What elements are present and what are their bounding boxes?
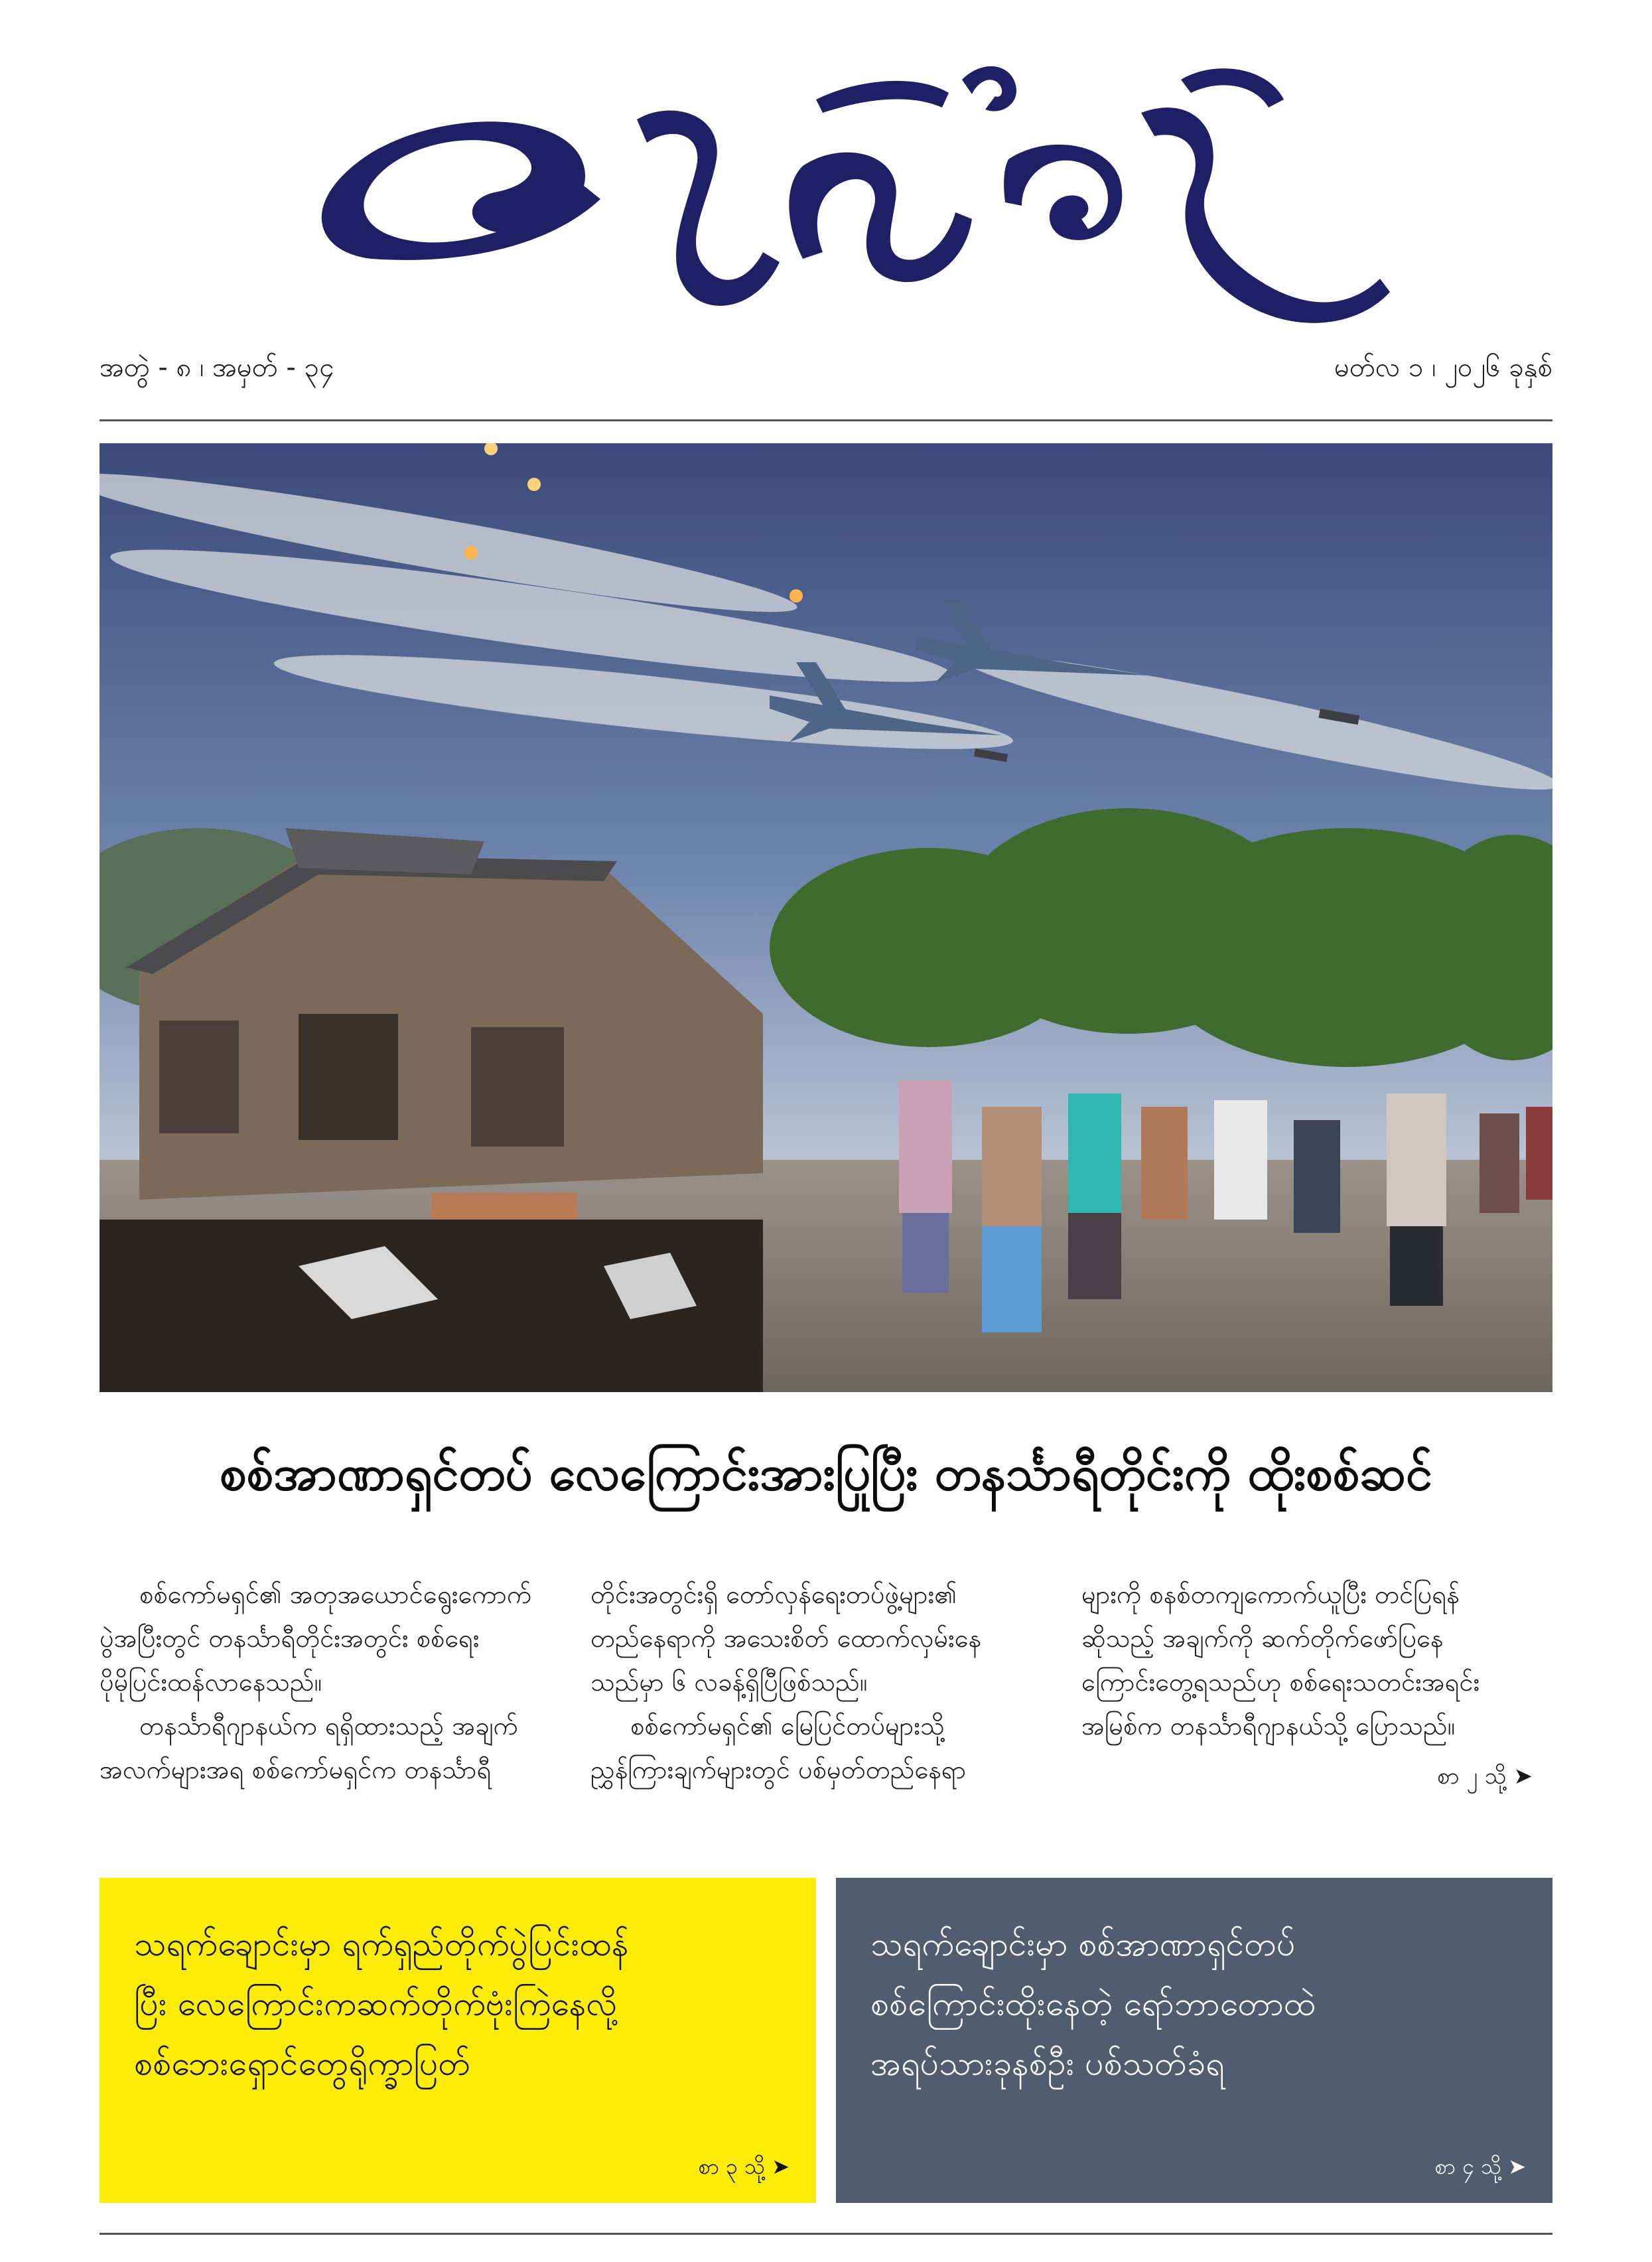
header-rule <box>100 419 1552 421</box>
teaser-jump-link[interactable]: စာ ၄ သို့ ➤ <box>1434 2154 1526 2179</box>
story-column-2 <box>590 1573 1042 1792</box>
story-line: စစ်ကော်မရှင်၏ မြေပြင်တပ်များသို့ <box>630 1711 945 1740</box>
story-line: အလက်များအရ စစ်ကော်မရှင်က တနင်္သာရီ <box>100 1755 492 1784</box>
lead-story <box>100 1573 1552 1825</box>
teaser-headline-line: သရက်ချောင်းမှာ ရက်ရှည်တိုက်ပွဲပြင်းထန် <box>134 1925 629 1963</box>
story-line: တိုင်းအတွင်းရှိ တော်လှန်ရေးတပ်ဖွဲ့များ၏ <box>590 1580 957 1609</box>
teaser-box-page-4[interactable] <box>836 1878 1552 2203</box>
story-column-3 <box>1081 1573 1533 1798</box>
teaser-headline-line: စစ်ဘေးရှောင်တွေရိုက္ခာပြတ် <box>134 2044 471 2083</box>
story-line: တည်နေရာကို အသေးစိတ် ထောက်လှမ်းနေ <box>590 1624 982 1653</box>
story-line: သည်မှာ ၆ လခန့်ရှိပြီဖြစ်သည်။ <box>590 1667 868 1697</box>
lead-headline: စစ်အာဏာရှင်တပ် လေကြောင်းအားပြုပြီး တနင်္သာရီတိုင်းကို ထိုးစစ်ဆင် <box>220 1445 1432 1501</box>
story-column-1 <box>100 1573 551 1792</box>
story-line: စစ်ကော်မရှင်၏ အတုအယောင်ရွေးကောက် <box>139 1580 532 1609</box>
continued-link[interactable]: စာ ၂ သို့ ➤ <box>1437 1763 1533 1790</box>
nameplate-logo <box>0 0 1652 345</box>
story-line: ညွှန်ကြားချက်များတွင် ပစ်မှတ်တည်နေရာ <box>590 1755 967 1784</box>
hero-photo <box>100 443 1552 1392</box>
masthead <box>0 0 1652 345</box>
story-line: ဆိုသည့် အချက်ကို ဆက်တိုက်ဖော်ပြနေ <box>1081 1624 1444 1653</box>
footer-rule <box>100 2233 1552 2235</box>
issue-date: မတ်လ ၁ ၊ ၂၀၂၆ ခုနှစ် <box>1334 352 1552 383</box>
story-line: ကြောင်းတွေ့ရသည်ဟု စစ်ရေးသတင်းအရင်း <box>1081 1667 1480 1697</box>
story-line: တနင်္သာရီဂျာနယ်က ရရှိထားသည့် အချက် <box>139 1711 518 1740</box>
story-line: များကို စနစ်တကျကောက်ယူပြီး တင်ပြရန် <box>1081 1580 1460 1609</box>
teaser-jump-link[interactable]: စာ ၃ သို့ ➤ <box>698 2154 790 2179</box>
teaser-headline-line: စစ်ကြောင်းထိုးနေတဲ့ ရော်ဘာတောထဲ <box>870 1985 1316 2023</box>
teaser-headline-line: ပြီး လေကြောင်းကဆက်တိုက်ဗုံးကြဲနေလို့ <box>134 1985 618 2023</box>
issue-volume: အတွဲ - ၈ ၊ အမှတ် - ၃၄ <box>100 352 334 383</box>
teaser-box-page-3[interactable] <box>100 1878 816 2203</box>
teaser-headline-line: သရက်ချောင်းမှာ စစ်အာဏာရှင်တပ် <box>870 1925 1296 1963</box>
story-line: ပွဲအပြီးတွင် တနင်္သာရီတိုင်းအတွင်း စစ်ရေး <box>100 1624 480 1653</box>
teaser-headline-line: အရပ်သားခုနစ်ဦး ပစ်သတ်ခံရ <box>870 2044 1225 2083</box>
story-line: အမြစ်က တနင်္သာရီဂျာနယ်သို့ ပြောသည်။ <box>1081 1711 1456 1740</box>
story-line: ပိုမိုပြင်းထန်လာနေသည်။ <box>100 1667 322 1697</box>
